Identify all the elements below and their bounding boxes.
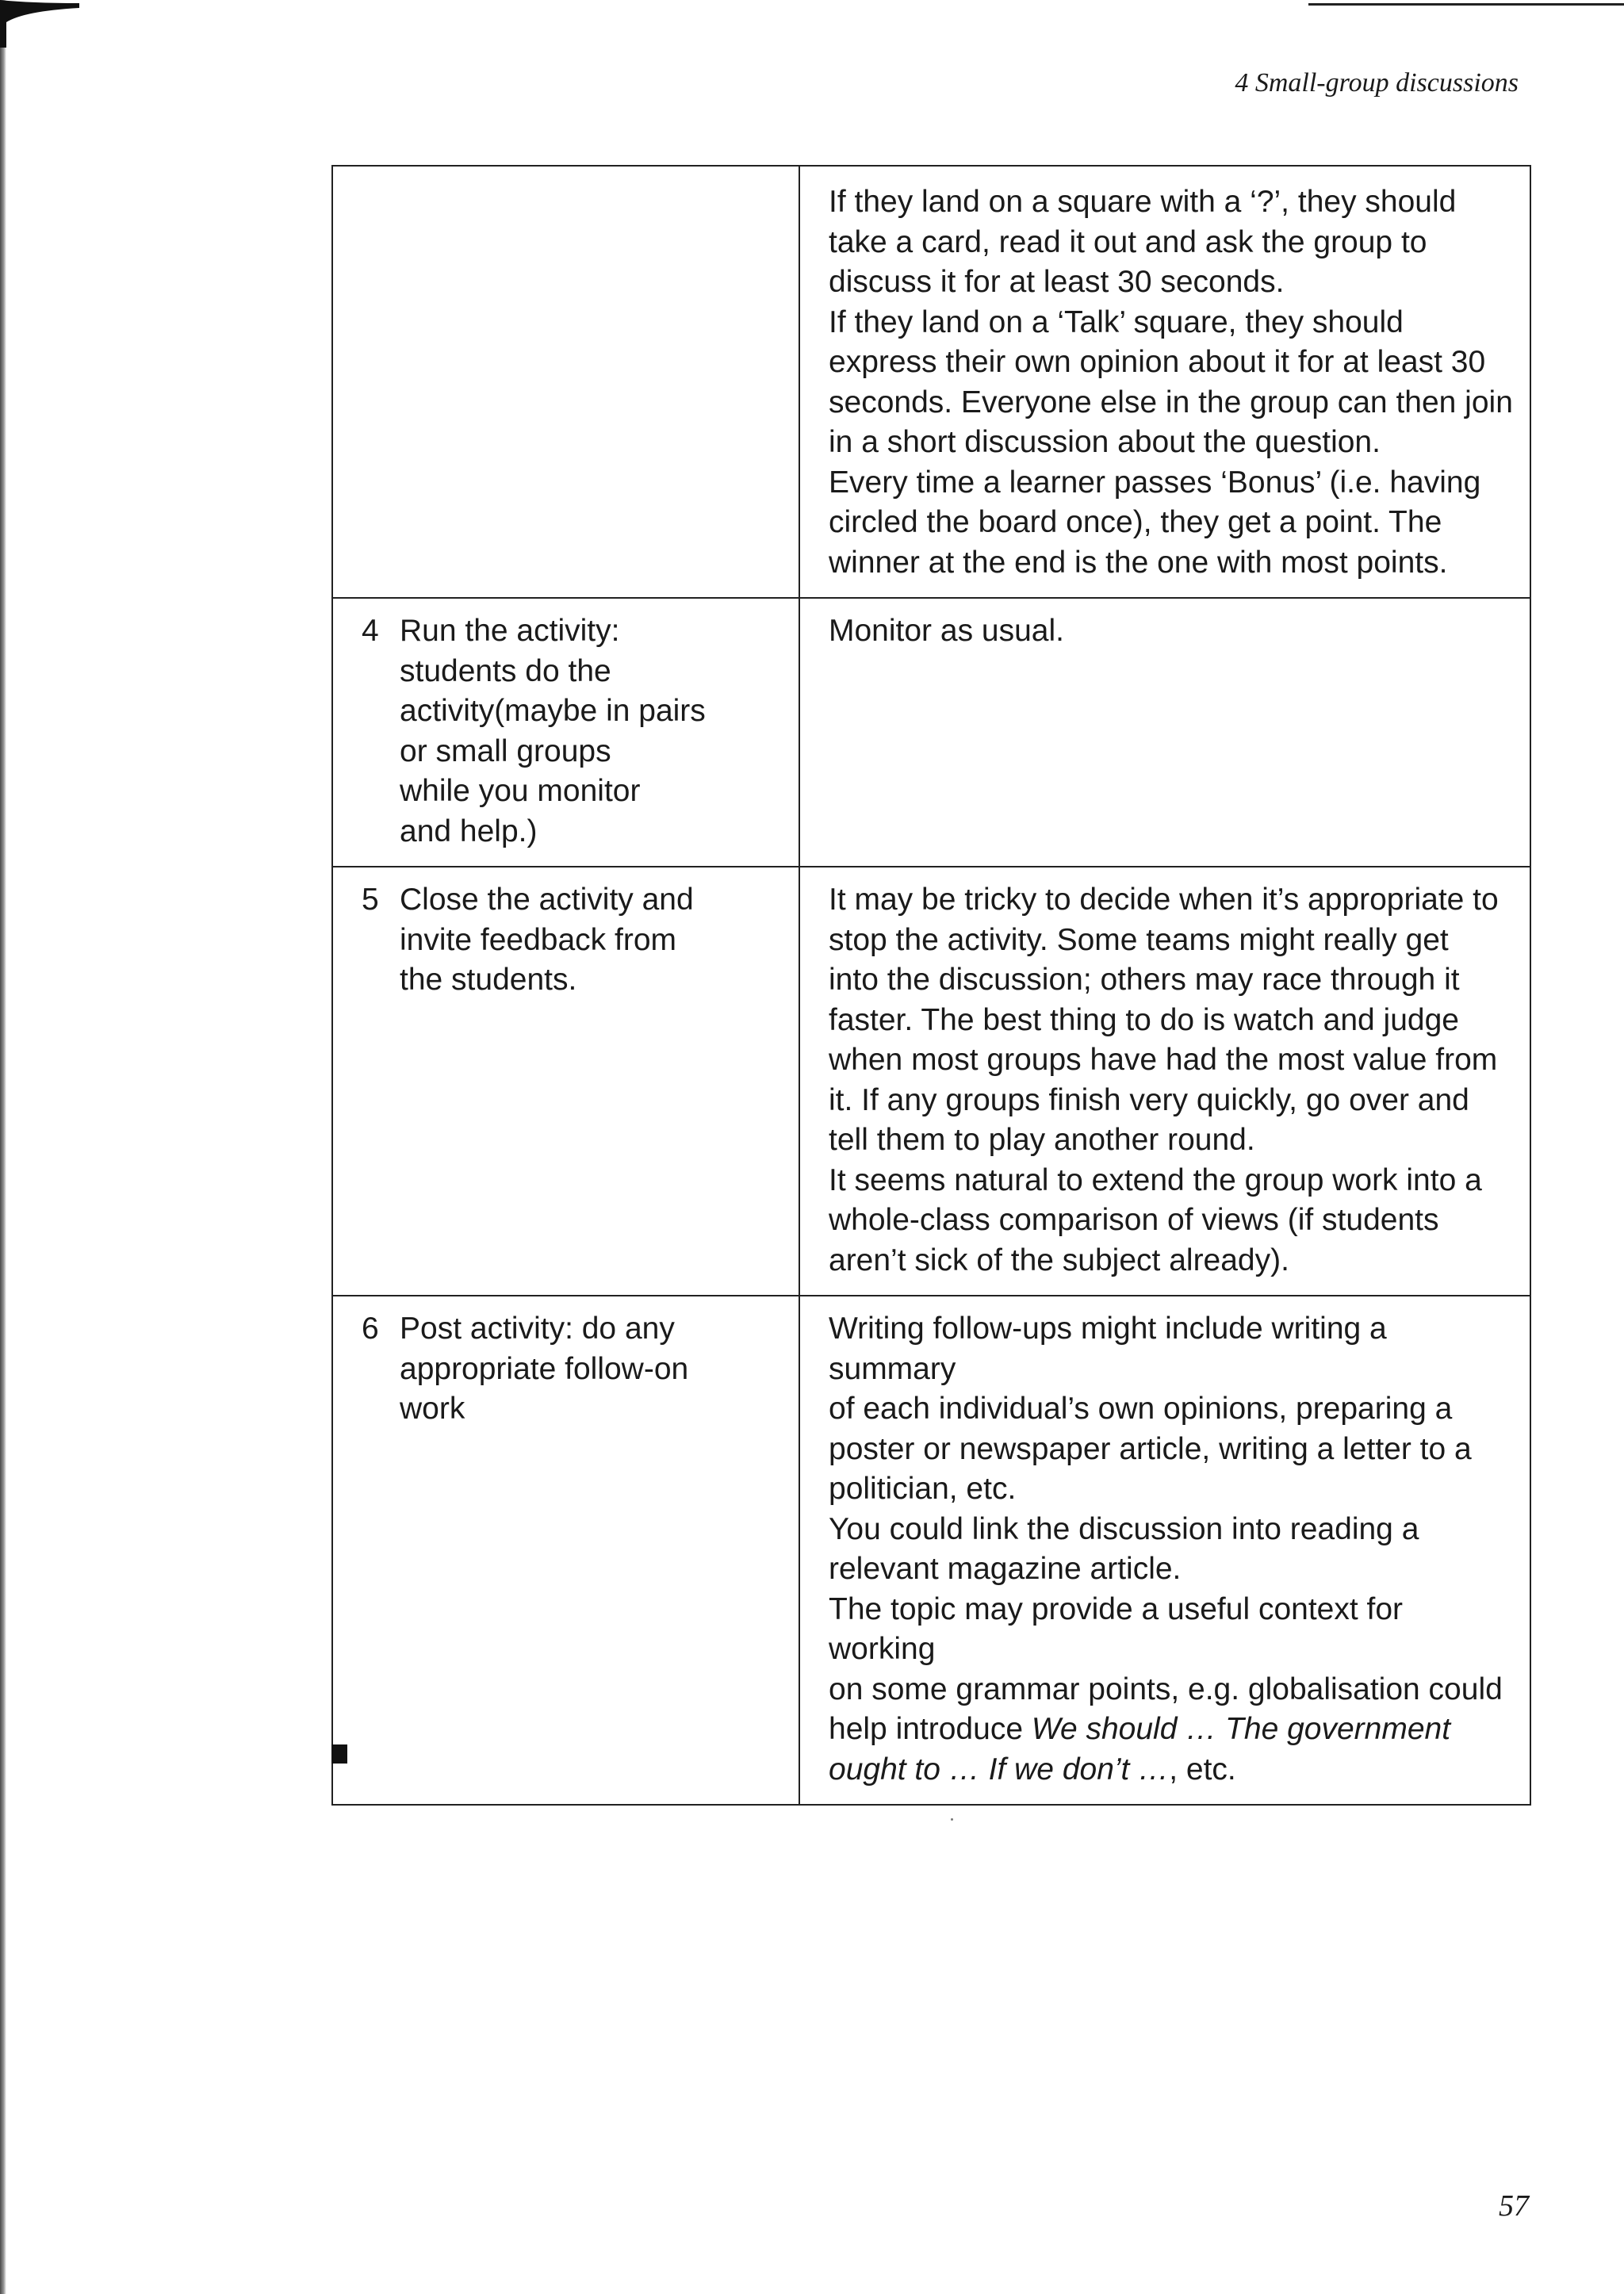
notes-line: seconds. Everyone else in the group can then join (829, 385, 1513, 419)
notes-line: Writing follow-ups might include writing a summary (829, 1312, 1387, 1386)
stage-line: work (400, 1392, 465, 1426)
notes-line: on some grammar points, e.g. globalisation could (829, 1672, 1503, 1706)
notes-line: faster. The best thing to do is watch and judge (829, 1002, 1459, 1037)
table-row (332, 867, 1530, 1296)
notes-line: You could link the discussion into reading a (829, 1511, 1419, 1546)
stage-line: the students. (400, 963, 577, 997)
notes-text: , etc. (1169, 1752, 1236, 1787)
stage-line: appropriate follow-on (400, 1351, 689, 1386)
notes-cell (799, 166, 1530, 598)
stage-number: 5 (362, 883, 379, 917)
example-phrase: We should … The government (1031, 1712, 1451, 1746)
notes-line (829, 1710, 1514, 1750)
scan-speck (951, 1818, 953, 1821)
page-number: 57 (1499, 2189, 1529, 2223)
notes-line: Monitor as usual. (829, 614, 1064, 648)
stage-line: Close the activity and (400, 883, 694, 917)
notes-line: take a card, read it out and ask the group to (829, 224, 1427, 259)
table-row (332, 166, 1530, 598)
notes-line: tell them to play another round. (829, 1123, 1255, 1157)
stage-line: students do the (400, 653, 611, 688)
stage-number: 4 (362, 614, 379, 648)
notes-line: If they land on a square with a ‘?’, they should (829, 185, 1457, 219)
notes-line: If they land on a ‘Talk’ square, they should (829, 304, 1404, 339)
notes-line: stop the activity. Some teams might really get (829, 922, 1449, 957)
table-row (332, 598, 1530, 867)
stage-line: while you monitor (400, 774, 641, 808)
stage-line: or small groups (400, 733, 611, 768)
notes-line: It seems natural to extend the group work into a (829, 1162, 1482, 1197)
notes-line: whole-class comparison of views (if students (829, 1203, 1439, 1237)
example-phrase: ought to … If we don’t … (829, 1752, 1170, 1787)
procedure-table (331, 165, 1531, 1806)
notes-cell (799, 598, 1530, 867)
notes-line: it. If any groups finish very quickly, go over and (829, 1082, 1469, 1117)
notes-line: relevant magazine article. (829, 1552, 1182, 1586)
notes-line: The topic may provide a useful context for working (829, 1591, 1404, 1666)
notes-line: winner at the end is the one with most points. (829, 545, 1448, 580)
notes-line: aren’t sick of the subject already). (829, 1243, 1289, 1277)
table-row (332, 1296, 1530, 1805)
stage-line: invite feedback from (400, 922, 677, 957)
stage-number: 6 (362, 1312, 379, 1346)
top-rule (1308, 3, 1624, 6)
notes-line: Every time a learner passes ‘Bonus’ (i.e. having (829, 465, 1481, 500)
stage-cell (332, 1296, 799, 1805)
scan-edge (0, 0, 6, 2294)
notes-line: politician, etc. (829, 1472, 1017, 1506)
stage-line: activity(maybe in pairs (400, 694, 706, 728)
notes-line: when most groups have had the most value from (829, 1043, 1498, 1077)
notes-cell (799, 1296, 1530, 1805)
notes-line: It may be tricky to decide when it’s appropriate to (829, 883, 1499, 917)
notes-line: in a short discussion about the question. (829, 425, 1381, 459)
notes-text: help introduce (829, 1712, 1032, 1746)
end-of-section-square (331, 1744, 347, 1764)
stage-line: and help.) (400, 814, 538, 848)
notes-line: poster or newspaper article, writing a letter to a (829, 1431, 1472, 1466)
notes-line (829, 1750, 1514, 1790)
stage-line: Post activity: do any (400, 1312, 675, 1346)
corner-mark (0, 0, 87, 63)
notes-line: into the discussion; others may race through it (829, 963, 1460, 997)
stage-line: Run the activity: (400, 614, 620, 648)
notes-line: circled the board once), they get a point. The (829, 505, 1442, 539)
notes-cell (799, 867, 1530, 1296)
notes-line: express their own opinion about it for at least 30 (829, 345, 1486, 379)
running-head: 4 Small-group discussions (1235, 68, 1519, 98)
stage-cell (332, 166, 799, 598)
stage-cell (332, 598, 799, 867)
stage-cell (332, 867, 799, 1296)
notes-line: discuss it for at least 30 seconds. (829, 265, 1285, 299)
notes-line: of each individual’s own opinions, preparing a (829, 1392, 1453, 1426)
